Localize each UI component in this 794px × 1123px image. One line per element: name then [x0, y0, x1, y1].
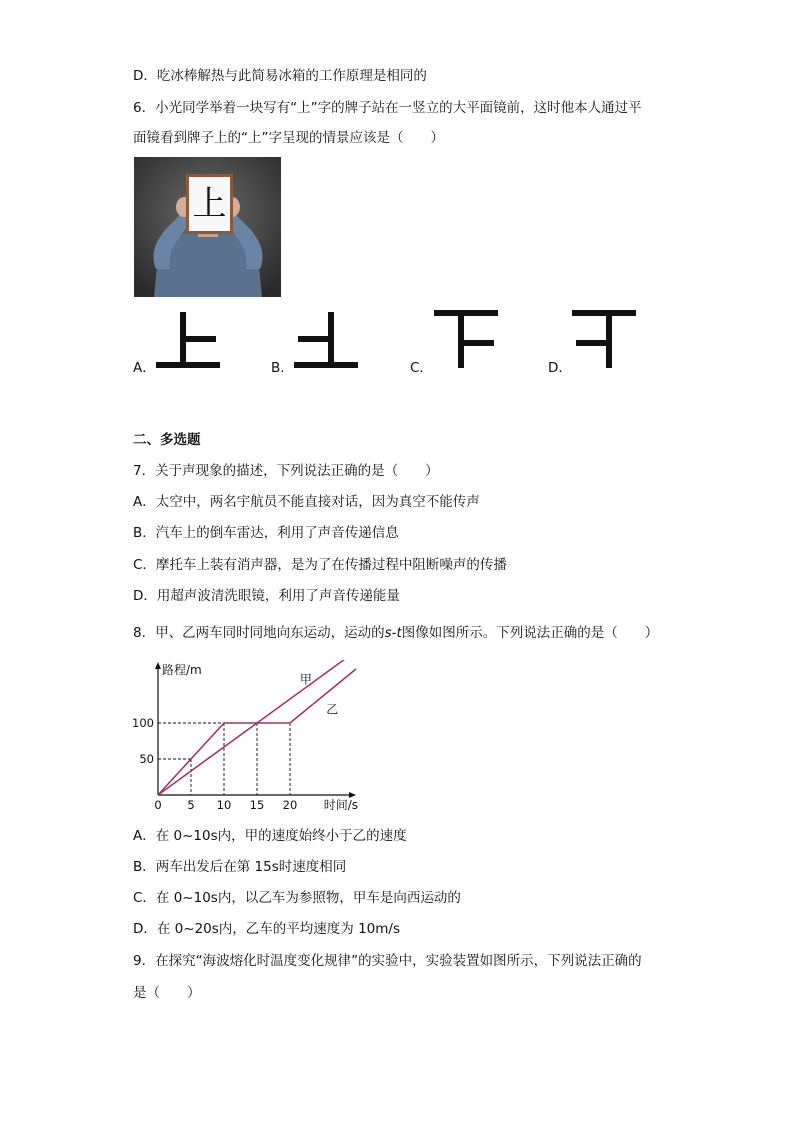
q9-stem-line1: 9．在探究“海波熔化时温度变化规律”的实验中，实验装置如图所示，下列说法正确的	[133, 953, 642, 969]
option-c-glyph	[430, 310, 502, 370]
q6-stem-line1: 6．小光同学举着一块写有“上”字的牌子站在一竖立的大平面镜前，这时他本人通过平	[133, 100, 642, 116]
option-a-glyph	[152, 310, 224, 370]
q6-option-a-letter: A．	[133, 360, 156, 376]
x-tick-label: 0	[154, 798, 162, 812]
option-b-glyph	[290, 310, 362, 370]
y-tick-label: 100	[133, 716, 154, 730]
q6-option-c-letter: C．	[410, 360, 433, 376]
y-tick-label: 50	[139, 752, 154, 766]
q6-option-b-letter: B．	[271, 360, 294, 376]
q6-stem-line2: 面镜看到牌子上的“上”字呈现的情景应该是（ ）	[133, 130, 444, 146]
q8-option-c: C．在 0~10s内，以乙车为参照物，甲车是向西运动的	[133, 890, 461, 906]
q7-option-a: A．太空中，两名宇航员不能直接对话，因为真空不能传声	[133, 494, 480, 510]
q9-stem-line2: 是（ ）	[133, 985, 201, 1001]
series-label-yi: 乙	[326, 702, 339, 717]
q7-option-b: B．汽车上的倒车雷达，利用了声音传递信息	[133, 525, 399, 541]
q8-option-d: D．在 0~20s内，乙车的平均速度为 10m/s	[133, 921, 401, 937]
q7-option-c: C．摩托车上装有消声器，是为了在传播过程中阻断噪声的传播	[133, 557, 507, 573]
q8-stem-end: 图像如图所示。下列说法正确的是（ ）	[401, 625, 659, 641]
section-heading-multi: 二、多选题	[133, 432, 201, 448]
q8-stem	[133, 623, 658, 643]
x-tick-label: 5	[187, 798, 195, 812]
q7-option-d: D．用超声波清洗眼镜，利用了声音传递能量	[133, 588, 400, 604]
mirror-photo	[134, 157, 281, 297]
q7-stem: 7．关于声现象的描述，下列说法正确的是（ ）	[133, 463, 439, 479]
q5-option-d: D．吃冰棒解热与此简易冰箱的工作原理是相同的	[133, 68, 427, 84]
q8-st-symbol: s-t	[384, 625, 402, 641]
st-chart	[133, 660, 363, 812]
x-tick-label: 10	[216, 798, 232, 812]
series-label-jia: 甲	[299, 672, 312, 687]
q8-option-b: B．两车出发后在第 15s时速度相同	[133, 859, 347, 875]
x-axis-label: 时间/s	[323, 798, 358, 812]
q8-option-a: A．在 0~10s内，甲的速度始终小于乙的速度	[133, 828, 407, 844]
x-tick-label: 20	[282, 798, 298, 812]
series-line-0	[158, 669, 356, 795]
y-axis-label: 路程/m	[162, 663, 202, 677]
y-axis-arrow	[155, 662, 161, 669]
q6-option-d-letter: D．	[548, 360, 572, 376]
q8-stem-start: 8．甲、乙两车同时同地向东运动，运动的	[133, 625, 385, 641]
option-d-glyph	[568, 310, 640, 370]
x-tick-label: 15	[249, 798, 265, 812]
sign-char: 上	[192, 184, 227, 224]
